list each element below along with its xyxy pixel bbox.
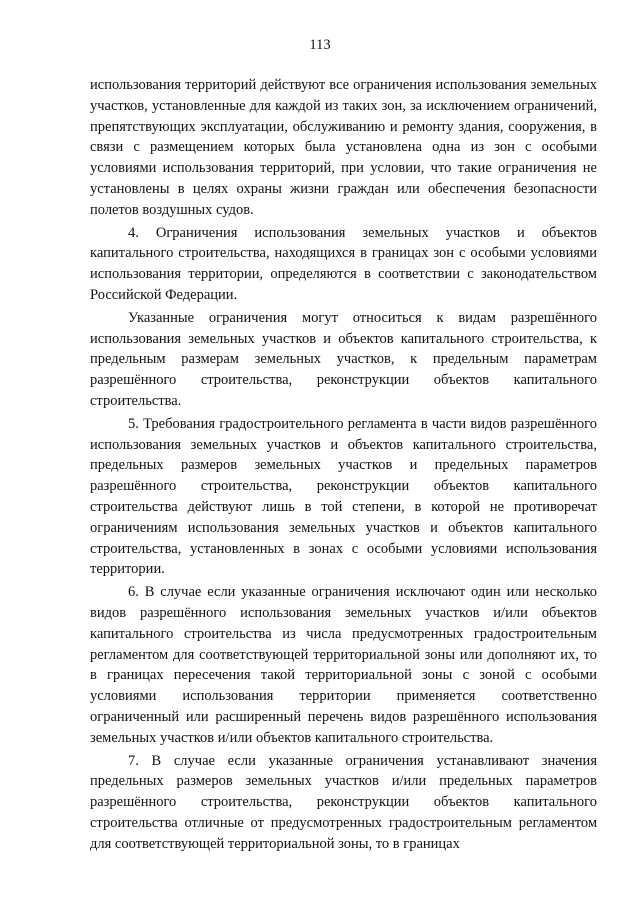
document-body [90,75,597,854]
paragraph-item-4: 4. Ограничения использования земельных участков и объектов капитального строительства, находящихся в границах зон с особыми условиями использования территории, определяются в соответствии с законодательством Российской Федерации. [90,224,597,303]
page-number: 113 [309,37,331,53]
paragraph-item-7: 7. В случае если указанные ограничения устанавливают значения предельных размеров земельных участков и/или предельных параметров разрешённого строительства, реконструкции объектов капитального строительства отличные от предусмотренных градостроительным регламентом для соответствующей территориальной зоны, то в границах [90,752,597,852]
paragraph-restrictions-scope: Указанные ограничения могут относиться к видам разрешённого использования земельных участков и объектов капитального строительства, к предельным размерам земельных участков, к предельным параметрам разрешённого строительства, реконструкции объектов капитального строительства. [90,309,597,409]
paragraph-item-5: 5. Требования градостроительного регламента в части видов разрешённого использования земельных участков и объектов капитального строительства, предельных размеров земельных участков и предельных параметров разрешённого строительства, реконструкции объектов капитального строительства действуют лишь в той степени, в которой не противоречат ограничениям использования земельных участков и объектов капитального строительства, установленных в зонах с особыми условиями использования территории. [90,415,597,578]
paragraph-continuation: использования территорий действуют все ограничения использования земельных участков, установленные для каждой из таких зон, за исключением ограничений, препятствующих эксплуатации, обслуживанию и ремонту здания, сооружения, в связи с размещением которых была установлена одна из зон с особыми условиями использования территорий, при условии, что такие ограничения не установлены в целях охраны жизни граждан или обеспечения безопасности полетов воздушных судов. [90,77,597,218]
paragraph-item-6: 6. В случае если указанные ограничения исключают один или несколько видов разрешённого использования земельных участков и/или объектов капитального строительства из числа предусмотренных градостроительным регламентом для соответствующей территориальной зоны или дополняют их, то в границах пересечения такой территориальной зоны с зоной с особыми условиями использования территории применяется соответственно ограниченный или расширенный перечень видов разрешённого использования земельных участков и/или объектов капитального строительства. [90,584,597,746]
